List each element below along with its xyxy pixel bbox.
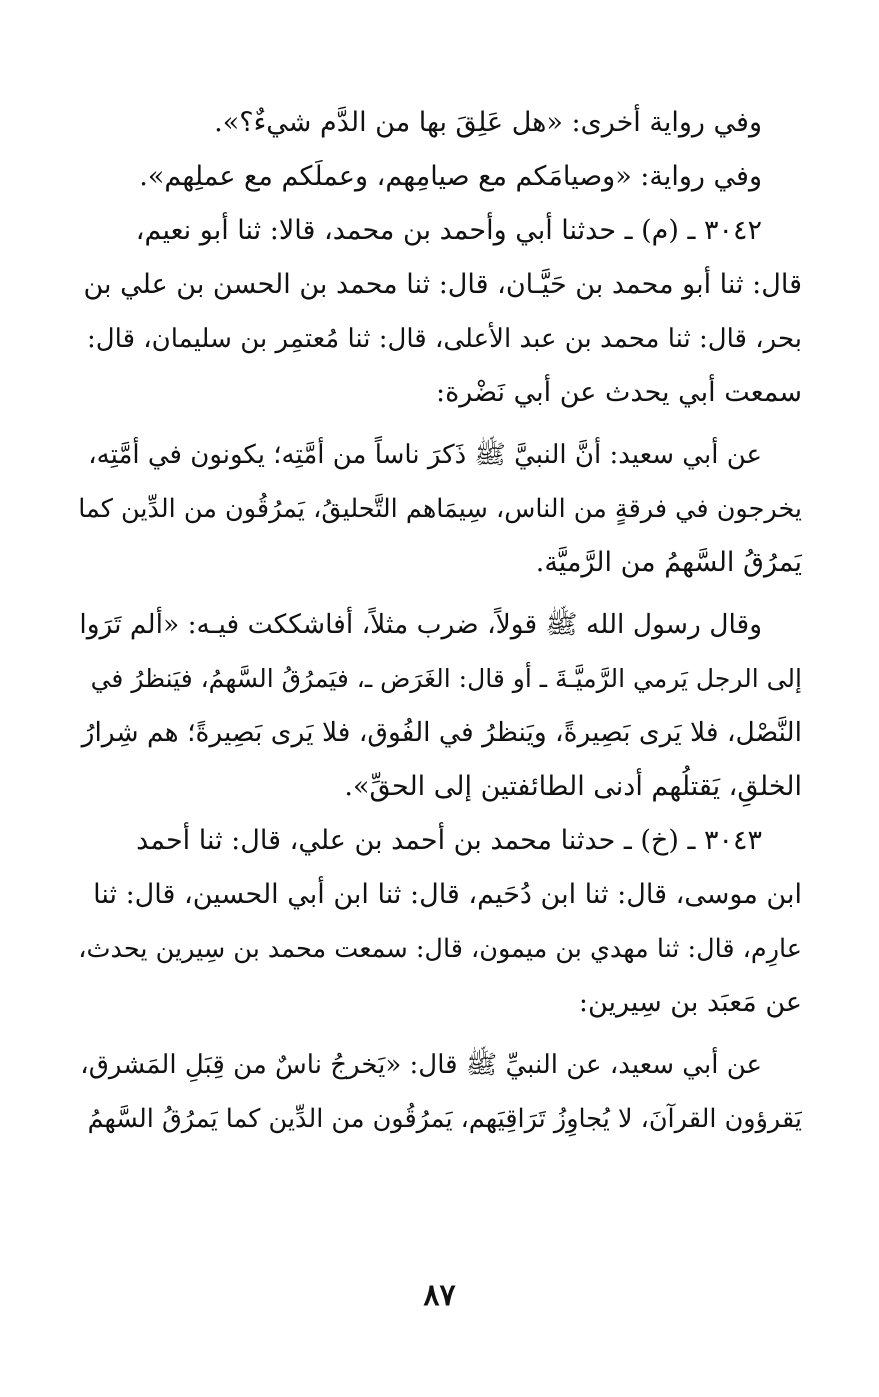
hadith-3043-heading: ٣٠٤٣ ـ (خ) ـ حدثنا محمد بن أحمد بن علي، قال: ثنا أحمد (136, 825, 762, 856)
text-line-1: وفي رواية أخرى: «هل عَلِقَ بها من الدَّم شيءٌ؟». (214, 107, 762, 138)
text-line-11: إلى الرجل يَرمي الرَّميَّـةَ ـ أو قال: الغَرَض ـ، فيَمرُقُ السَّهمُ، فيَنظرُ في (90, 664, 802, 693)
text-line-19: يَقرؤون القرآنَ، لا يُجاوِزُ تَرَاقِيَهم، يَمرُقُون من الدِّين كما يَمرُقُ السَّهمُ (87, 1104, 802, 1134)
hadith-3042-heading: ٣٠٤٢ ـ (م) ـ حدثنا أبي وأحمد بن محمد، قالا: ثنا أبو نعيم، (135, 215, 762, 246)
text-line-15: ابن موسى، قال: ثنا ابن دُحَيم، قال: ثنا ابن أبي الحسين، قال: ثنا (93, 879, 802, 910)
text-line-13: الخلقِ، يَقتلُهم أدنى الطائفتين إلى الحقِّ». (344, 771, 802, 802)
page-number: ٨٧ (423, 1278, 456, 1313)
text-line-8: يخرجون في فرقةٍ من الناس، سِيمَاهم التَّحليقُ، يَمرُقُون من الدِّين كما (78, 494, 802, 524)
text-line-10: وقال رسول الله ﷺ قولاً، ضرب مثلاً، أفاشككت فيـه: «ألم تَرَوا (79, 609, 762, 640)
text-line-18: عن أبي سعيد، عن النبيِّ ﷺ قال: «يَخرجُ ناسٌ من قِبَلِ المَشرق، (80, 1050, 762, 1080)
text-line-5: بحر، قال: ثنا محمد بن عبد الأعلى، قال: ثنا مُعتمِر بن سليمان، قال: (87, 324, 802, 354)
text-line-6: سمعت أبي يحدث عن أبي نَضْرة: (436, 377, 802, 408)
text-line-9: يَمرُقُ السَّهمُ من الرَّميَّة. (535, 547, 802, 578)
text-line-2: وفي رواية: «وصيامَكم مع صيامِهم، وعملَكم مع عملِهم». (139, 161, 762, 192)
page-body (78, 96, 802, 1146)
text-line-17: عن مَعبَد بن سِيرين: (578, 987, 802, 1018)
text-line-16: عارِم، قال: ثنا مهدي بن ميمون، قال: سمعت محمد بن سِيرين يحدث، (78, 934, 802, 964)
text-line-4: قال: ثنا أبو محمد بن حَيَّـان، قال: ثنا محمد بن الحسن بن علي بن (83, 269, 802, 300)
text-line-7: عن أبي سعيد: أنَّ النبيَّ ﷺ ذَكرَ ناساً من أمَّتِه؛ يكونون في أمَّتِه، (88, 440, 762, 470)
text-line-12: النَّصْل، فلا يَرى بَصِيرةً، ويَنظرُ في الفُوق، فلا يَرى بَصِيرةً؛ هم شِرارُ (81, 717, 802, 748)
